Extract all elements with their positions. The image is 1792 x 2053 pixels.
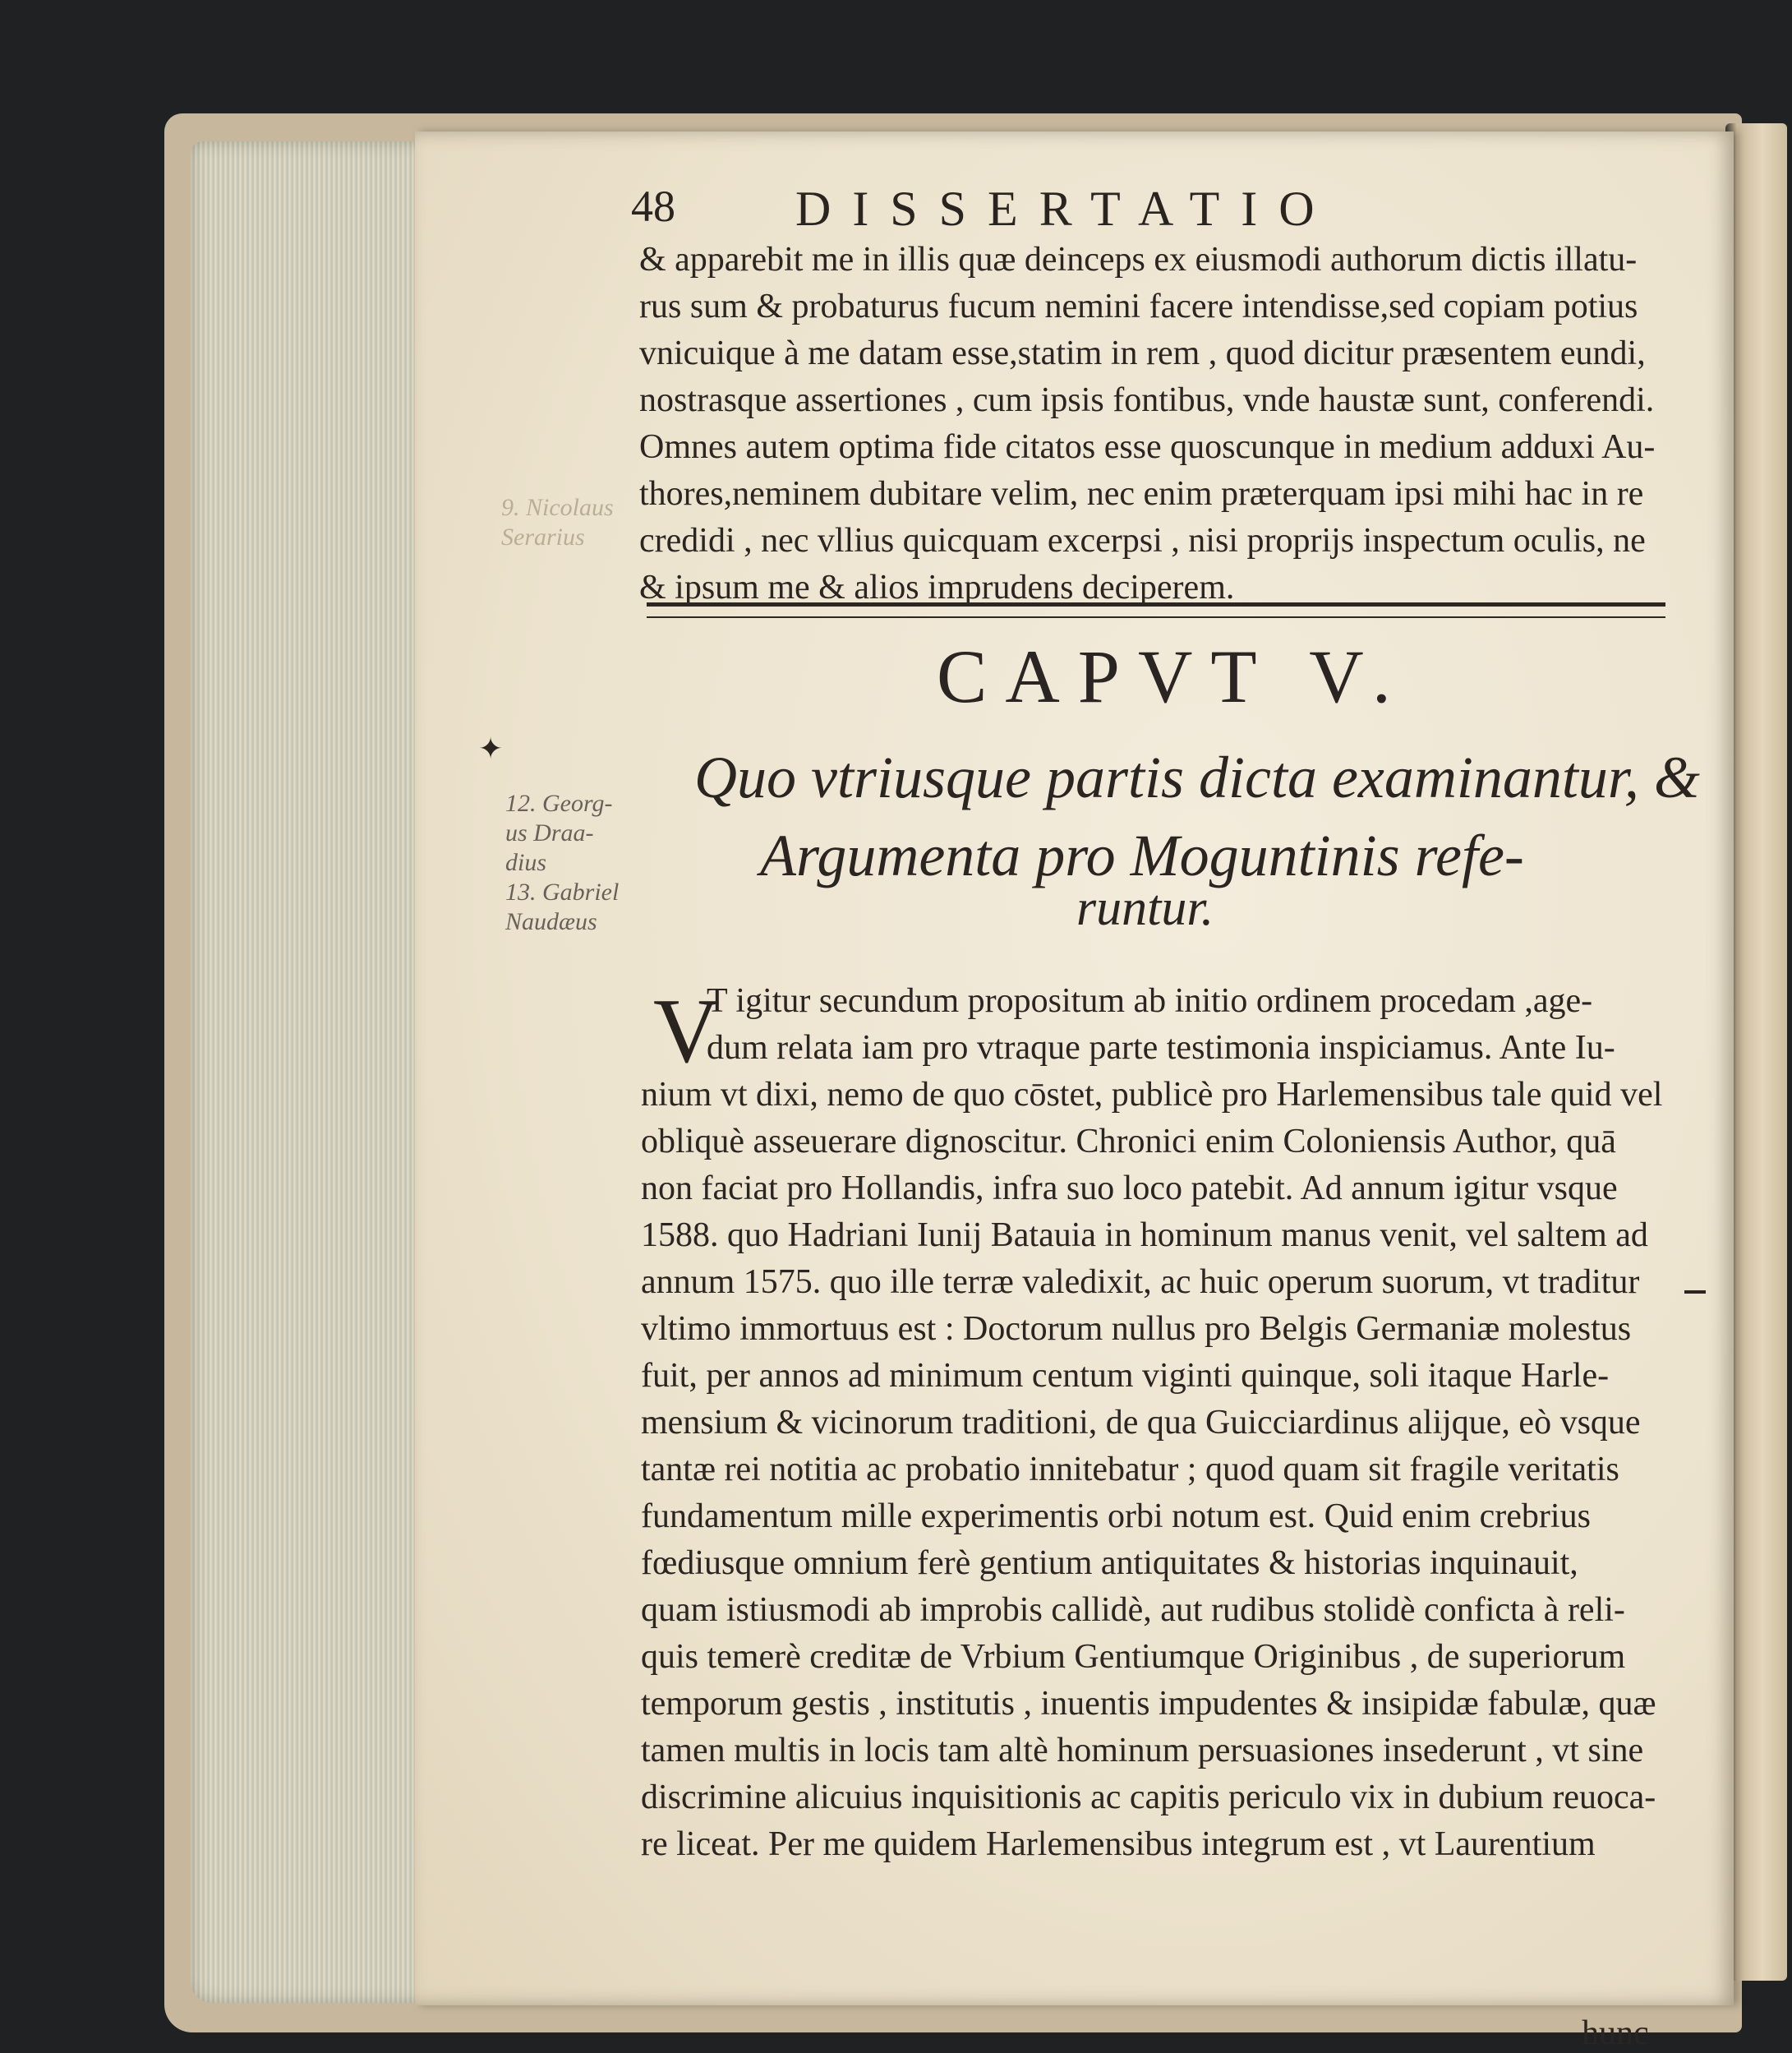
text-line: Omnes autem optima fide citatos esse quoscunque in medium adduxi Au-: [639, 428, 1656, 466]
margin-note-line: 12. Georg-: [505, 790, 613, 817]
text-line: [641, 1025, 1662, 1072]
text-line: nium vt dixi, nemo de quo cōstet, publicè pro Harlemensibus tale quid vel: [641, 1076, 1663, 1114]
text-line: fuit, per annos ad minimum centum viginti quinque, soli itaque Harle-: [641, 1357, 1610, 1395]
text-line: thores,neminem dubitare velim, nec enim præterquam ipsi mihi hac in re: [639, 475, 1644, 513]
margin-dash-mark: [1684, 1290, 1706, 1294]
text-line: obliquè asseuerare dignoscitur. Chronici enim Coloniensis Author, quā: [641, 1123, 1616, 1160]
show-through-note-1: [501, 493, 614, 552]
chapter-subtitle-line-2: Argumenta pro Moguntinis refe-: [760, 823, 1524, 888]
text-line: non faciat pro Hollandis, infra suo loco patebit. Ad annum igitur vsque: [641, 1170, 1618, 1207]
page-block-edges: [191, 141, 429, 2003]
chapter-heading: CAPVT V.: [937, 634, 1409, 718]
text-line: temporum gestis , institutis , inuentis impudentes & insipidæ fabulæ, quæ: [641, 1685, 1656, 1723]
drop-cap: V: [653, 980, 720, 1082]
text-line: quis temerè creditæ de Vrbium Gentiumque Originibus , de superiorum: [641, 1638, 1626, 1676]
catchword: hunc: [1582, 2014, 1649, 2052]
text-line: discrimine alicuius inquisitionis ac capitis periculo vix in dubium reuoca-: [641, 1778, 1656, 1816]
chapter-subtitle-line-3: runtur.: [1076, 880, 1214, 936]
text-line: tamen multis in locis tam altè hominum persuasiones insederunt , vt sine: [641, 1732, 1644, 1769]
margin-notes: [505, 789, 619, 937]
text-line: fœdiusque omnium ferè gentium antiquitates & historias inquinauit,: [641, 1544, 1578, 1582]
text-line: quam istiusmodi ab improbis callidè, aut rudibus stolidè conficta à reli-: [641, 1591, 1625, 1629]
facing-page-edge: [1725, 123, 1787, 1981]
running-head: [631, 173, 1699, 236]
text-line: re liceat. Per me quidem Harlemensibus integrum est , vt Laurentium: [641, 1825, 1596, 1863]
chapter-subtitle-line-1: Quo vtriusque partis dicta examinantur, &: [694, 745, 1700, 810]
text-line: 1588. quo Hadriani Iunij Batauia in hominum manus venit, vel saltem ad: [641, 1216, 1648, 1254]
page-number: 48: [631, 182, 675, 231]
text-line-content: T igitur secundum propositum ab initio ordinem procedam ,age-: [707, 982, 1593, 1020]
text-line: [641, 978, 1662, 1025]
text-line: vltimo immortuus est : Doctorum nullus pro Belgis Germaniæ molestus: [641, 1310, 1632, 1348]
running-head-title: DISSERTATIO: [795, 182, 1336, 236]
margin-note-line: us Draa-: [505, 819, 594, 847]
margin-asterisk-mark: ✦: [478, 732, 504, 765]
text-line: vnicuique à me datam esse,statim in rem , quod dicitur præsentem eundi,: [639, 334, 1646, 372]
text-line: credidi , nec vllius quicquam excerpsi , nisi proprijs inspectum oculis, ne: [639, 522, 1646, 560]
main-paragraph: [641, 978, 1662, 1868]
margin-note-line: dius: [505, 849, 547, 876]
text-line: & ipsum me & alios imprudens deciperem.: [639, 569, 1235, 607]
text-line: tantæ rei notitia ac probatio innitebatur ; quod quam sit fragile veritatis: [641, 1451, 1619, 1488]
text-line: rus sum & probaturus fucum nemini facere intendisse,sed copiam potius: [639, 288, 1638, 325]
text-line-content: dum relata iam pro vtraque parte testimonia inspiciamus. Ante Iu-: [707, 1029, 1615, 1067]
text-line: mensium & vicinorum traditioni, de qua Guicciardinus alijque, eò vsque: [641, 1404, 1641, 1442]
text-line: nostrasque assertiones , cum ipsis fontibus, vnde haustæ sunt, conferendi.: [639, 381, 1655, 419]
text-line: annum 1575. quo ille terræ valedixit, ac huic operum suorum, vt traditur: [641, 1263, 1640, 1301]
margin-note-line: 13. Gabriel: [505, 879, 620, 906]
show-through-line: Serarius: [501, 524, 585, 551]
text-line: fundamentum mille experimentis orbi notum est. Quid enim crebrius: [641, 1497, 1591, 1535]
continuation-paragraph: [639, 237, 1655, 611]
margin-note-line: Naudæus: [505, 908, 597, 935]
show-through-line: 9. Nicolaus: [501, 494, 614, 521]
ornamental-rule: [647, 602, 1665, 618]
text-line: & apparebit me in illis quæ deinceps ex eiusmodi authorum dictis illatu-: [639, 241, 1638, 279]
